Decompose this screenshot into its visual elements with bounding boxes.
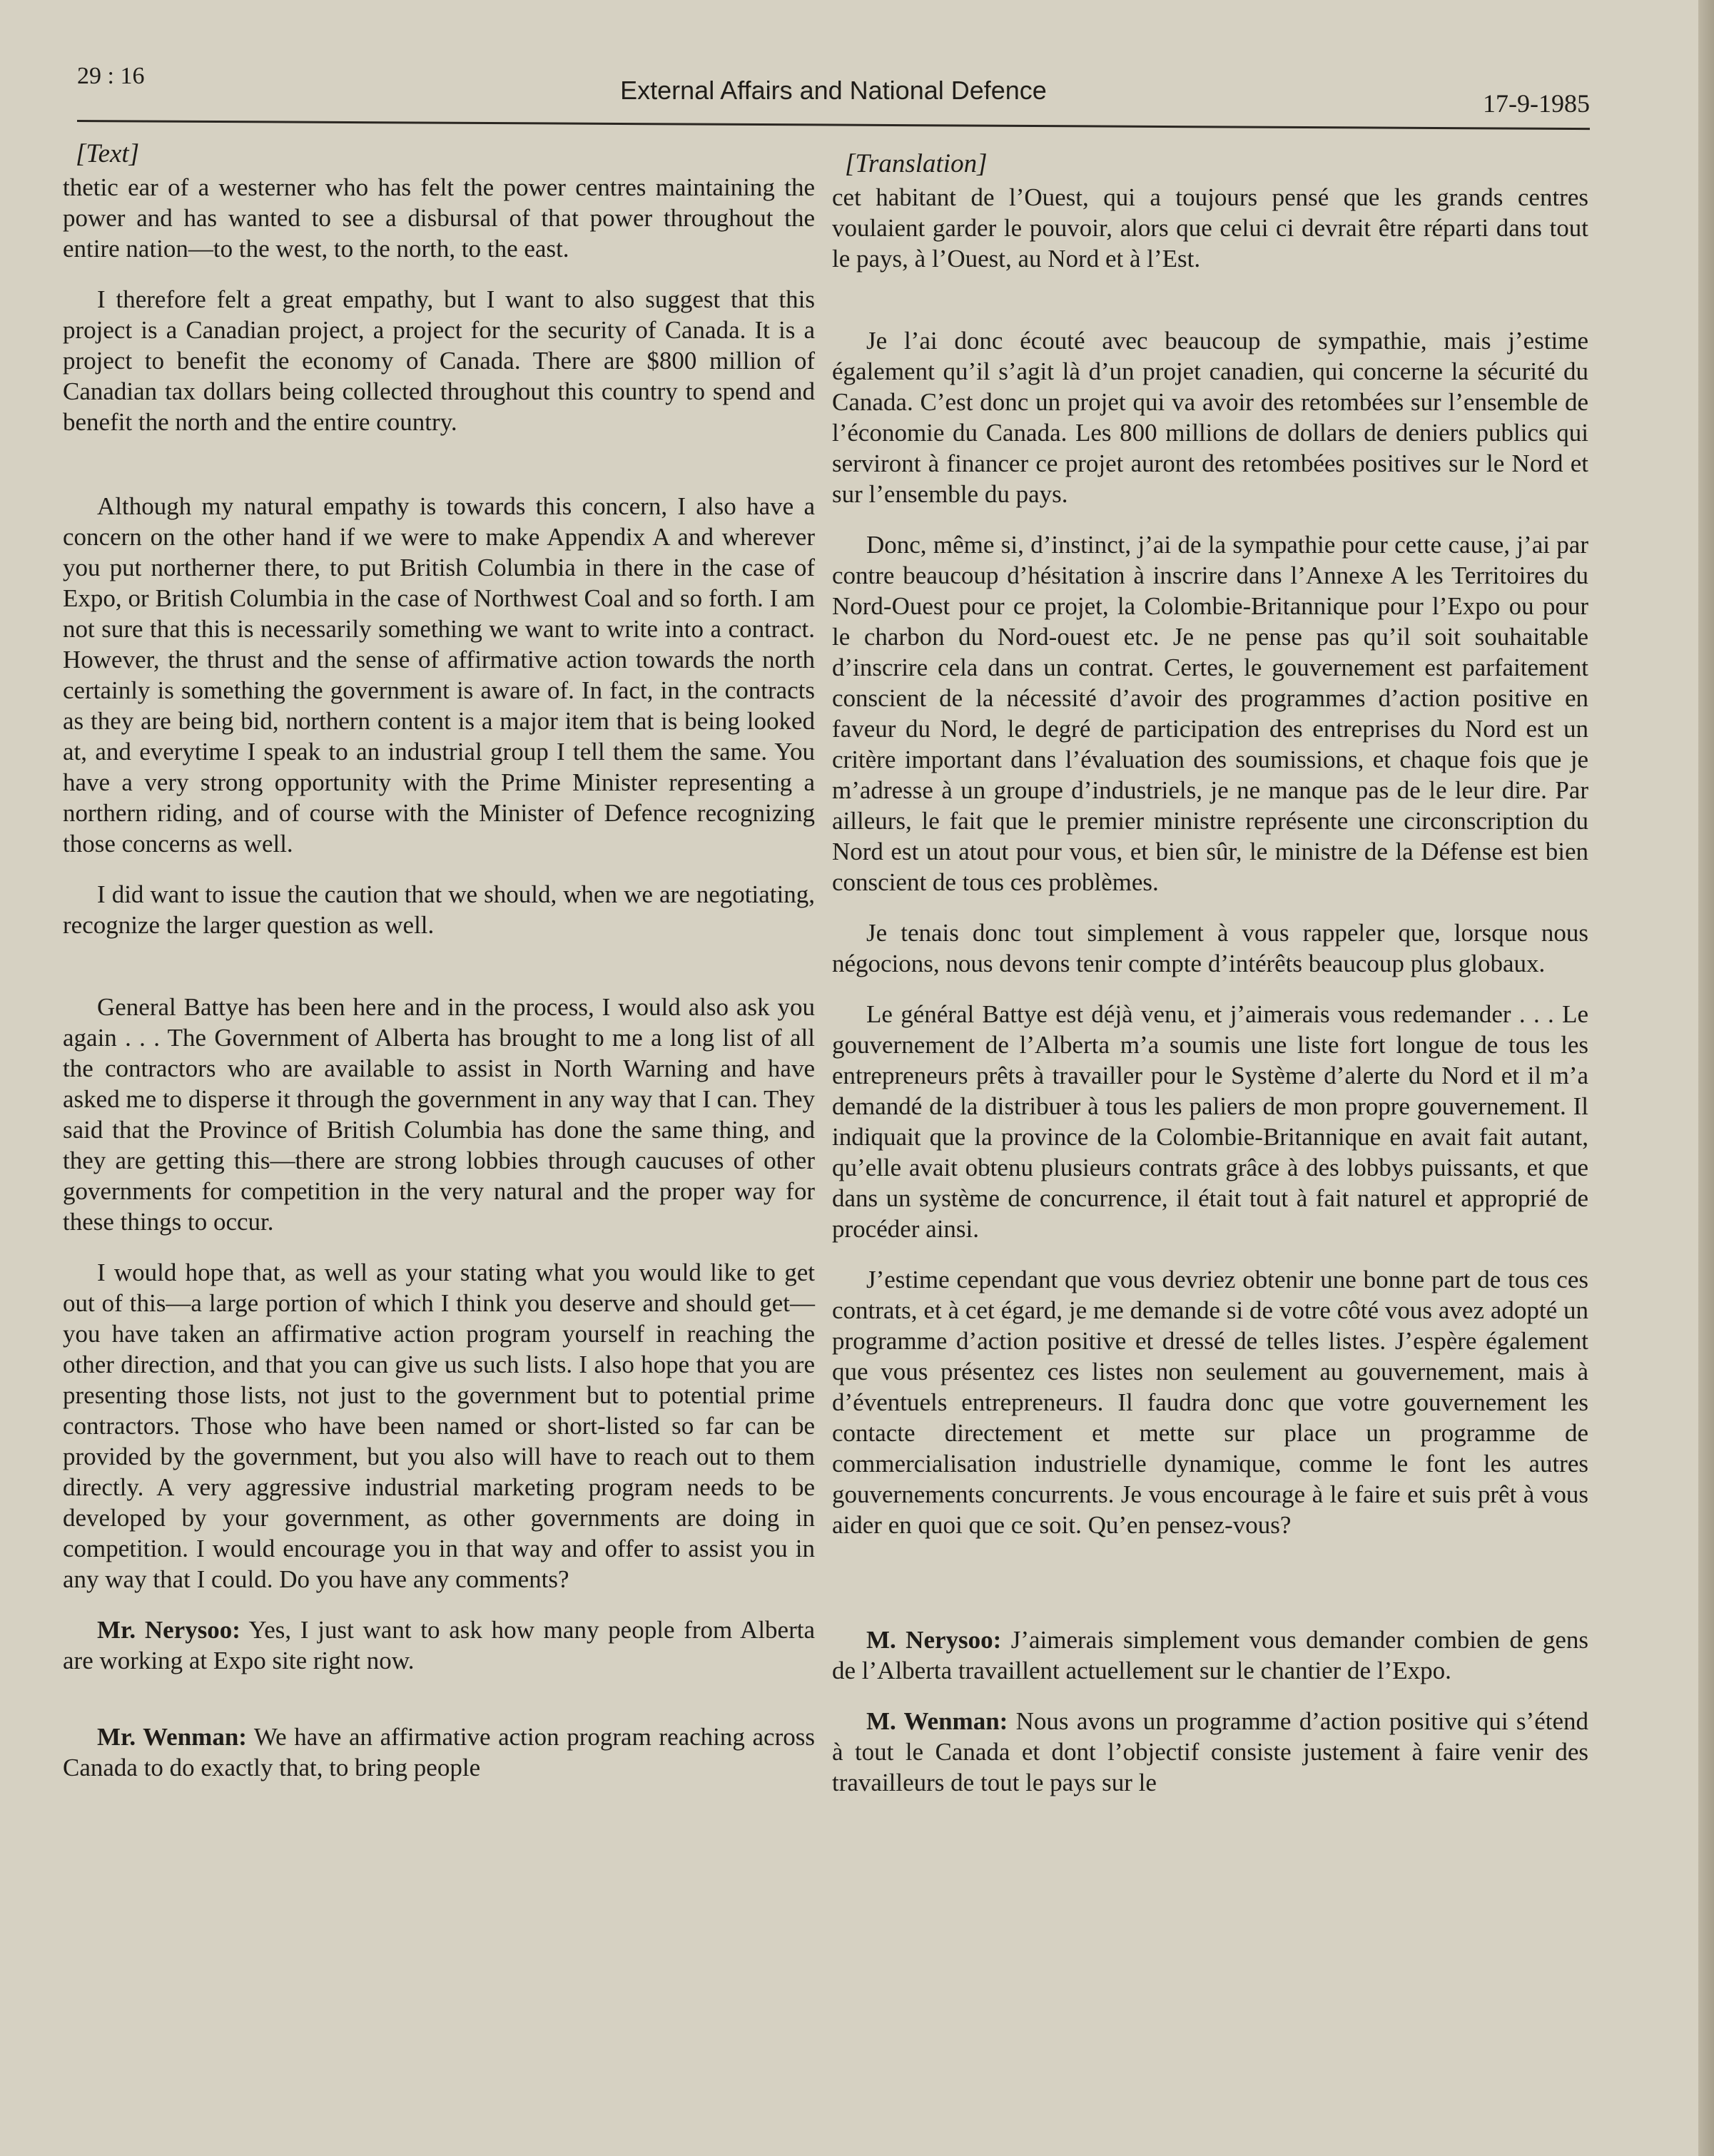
speaker-paragraph	[832, 1706, 1588, 1798]
page-number: 29 : 16	[77, 63, 145, 89]
paragraph: I therefore felt a great empathy, but I want to also suggest that this project is a Canadian project, a project for the security of Canada. It is a project to benefit the economy of Canada. There are $800 million of Canadian tax dollars being collected throughout this country to spend and benefit the north and the entire country.	[63, 285, 815, 436]
publication-title: External Affairs and National Defence	[620, 76, 1047, 105]
speech-text: J’aimerais simplement vous demander combien de gens de l’Alberta travaillent actuellement sur le chantier de l’Expo.	[832, 1626, 1589, 1684]
paragraph: Although my natural empathy is towards this concern, I also have a concern on the other hand if we were to make Appendix A and wherever you put northerner there, to put British Columbia in there in the case of Expo, or British Columbia in the case of Northwest Coal and so forth. I am not sure that this is necessarily something we want to write into a contract. However, the thrust and the sense of affirmative action towards the north certainly is something the government is aware of. In fact, in the contracts as they are being bid, northern content is a major item that is being looked at, and everytime I speak to an industrial group I tell them the same. You have a very strong opportunity with the Prime Minister representing a northern riding, and of course with the Minister of Defence recognizing those concerns as well.	[63, 492, 815, 858]
speaker-name: M. Wenman:	[866, 1707, 1008, 1735]
english-column	[63, 138, 815, 1783]
speaker-name: Mr. Wenman:	[97, 1723, 247, 1751]
column-label-text: [Text]	[76, 139, 140, 168]
speaker-paragraph	[832, 1624, 1588, 1686]
speaker-name: M. Nerysoo:	[866, 1626, 1002, 1654]
paragraph: I did want to issue the caution that we should, when we are negotiating, recognize the larger question as well.	[63, 880, 815, 939]
speech-text: We have an affirmative action program reaching across Canada to do exactly that, to bring people	[63, 1723, 815, 1781]
paragraph: Donc, même si, d’instinct, j’ai de la sympathie pour cette cause, j’ai par contre beaucoup d’hésitation à inscrire dans l’Annexe A les Territoires du Nord-Ouest pour ce projet, la Colombie-Britannique pour l’Expo ou pour le charbon du Nord-ouest etc. Je ne pense pas qu’il soit souhaitable d’inscrire cela dans un contrat. Certes, le gouvernement est parfaitement conscient de la nécessité d’avoir des programmes d’action positive en faveur du Nord, le degré de participation des entreprises du Nord est un critère important dans l’évaluation des soumissions, et chaque fois que je m’adresse à un groupe d’industriels, je ne manque pas de le leur dire. Par ailleurs, le fait que le premier ministre représente une circonscription du Nord est un atout pour vous, et bien sûr, le ministre de la Défense est bien conscient de tous ces problèmes.	[832, 531, 1588, 896]
paragraph: Je l’ai donc écouté avec beaucoup de sympathie, mais j’estime également qu’il s’agit là d’un projet canadien, qui concerne la sécurité du Canada. C’est donc un projet qui va avoir des retombées sur l’ensemble de l’économie du Canada. Les 800 millions de dollars de deniers publics qui serviront à financer ce projet auront des retombées positives sur le Nord et sur l’ensemble du pays.	[832, 327, 1588, 508]
speaker-paragraph	[63, 1615, 815, 1676]
speaker-name: Mr. Nerysoo:	[97, 1616, 240, 1644]
page-date: 17-9-1985	[1483, 89, 1590, 118]
french-column	[832, 148, 1588, 1798]
page-edge-shadow	[1698, 0, 1714, 2156]
paragraph: cet habitant de l’Ouest, qui a toujours pensé que les grands centres voulaient garder le pouvoir, alors que celui ci devrait être réparti dans tout le pays, à l’Ouest, au Nord et à l’Est.	[832, 183, 1588, 273]
paragraph: J’estime cependant que vous devriez obtenir une bonne part de tous ces contrats, et à cet égard, je me demande si de votre côté vous avez adopté un programme d’action positive et dressé de telles listes. J’espère également que vous présentez ces listes non seulement au gouvernement, mais à d’éventuels entrepreneurs. Il faudra donc que votre gouvernement les contacte directement et mette sur place un programme de commercialisation industrielle dynamique, comme le font les autres gouvernements concurrents. Je vous encourage à le faire et suis prêt à vous aider en quoi que ce soit. Qu’en pensez-vous?	[832, 1266, 1588, 1539]
paragraph: thetic ear of a westerner who has felt the power centres maintaining the power and has wanted to see a disbursal of that power throughout the entire nation—to the west, to the north, to the east.	[63, 173, 815, 263]
paragraph: I would hope that, as well as your stating what you would like to get out of this—a large portion of which I think you deserve and should get—you have taken an affirmative action program yourself in reaching the other direction, and that you can give us such lists. I also hope that you are presenting those lists, not just to the government but to potential prime contractors. Those who have been named or short-listed so far can be provided by the government, but you also will have to reach out to them directly. A very aggressive industrial marketing program needs to be developed by your government, as other governments are doing in competition. I would encourage you in that way and offer to assist you in any way that I could. Do you have any comments?	[63, 1258, 815, 1593]
speech-text: Nous avons un programme d’action positive qui s’étend à tout le Canada et dont l’objectif consiste justement à faire venir des travailleurs de tout le pays sur le	[832, 1707, 1588, 1796]
speaker-paragraph	[63, 1722, 815, 1783]
column-label-translation: [Translation]	[845, 149, 988, 178]
paragraph: General Battye has been here and in the process, I would also ask you again . . . The Government of Alberta has brought to me a long list of all the contractors who are available to assist in North Warning and have asked me to disperse it through the government in any way that I can. They said that the Province of British Columbia has done the same thing, and they are getting this—there are strong lobbies through caucuses of other governments for competition in the very natural and the proper way for these things to occur.	[63, 993, 815, 1236]
speech-text: Yes, I just want to ask how many people from Alberta are working at Expo site right now.	[63, 1616, 816, 1674]
paragraph: Je tenais donc tout simplement à vous rappeler que, lorsque nous négocions, nous devons tenir compte d’intérêts beaucoup plus globaux.	[832, 919, 1588, 977]
paragraph: Le général Battye est déjà venu, et j’aimerais vous redemander . . . Le gouvernement de l’Alberta m’a soumis une liste fort longue de tous les entrepreneurs prêts à travailler pour le Système d’alerte du Nord et il m’a demandé de la distribuer à tous les paliers de mon propre gouvernement. Il indiquait que la province de la Colombie-Britannique en avait fait autant, qu’elle avait obtenu plusieurs contrats grâce à des lobbys puissants, et que dans un système de concurrence, il était tout à fait naturel et approprié de procéder ainsi.	[832, 1000, 1588, 1243]
page-header	[77, 63, 1590, 128]
